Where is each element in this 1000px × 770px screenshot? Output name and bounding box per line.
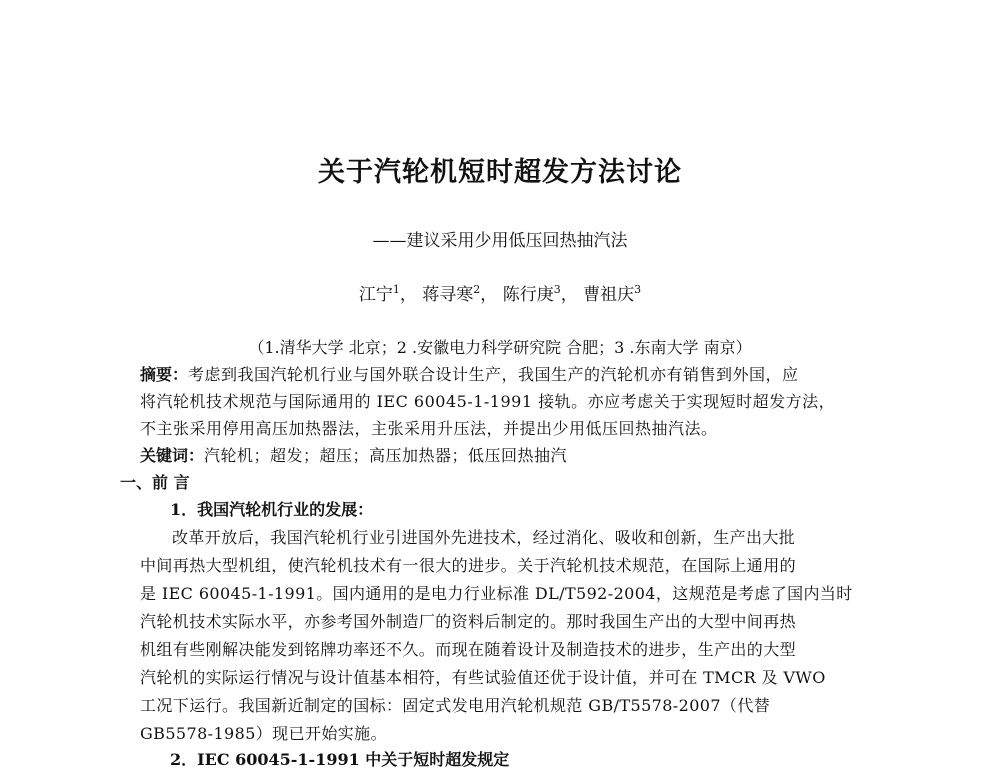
section-heading: 一、前 言 [120,473,190,492]
author-affil-mark: 3 [553,283,561,296]
author-separator: ， [480,285,498,305]
author-list [0,280,1000,305]
author-name: 江宁 [358,285,393,305]
body-text: 是 IEC 60045-1-1991。国内通用的是电力行业标准 DL/T592-2004，这规范是考虑了国内当时 [140,584,853,603]
keywords-label: 关键词： [140,446,205,465]
author-name: 陈行庚 [502,285,554,305]
affiliations: （1.清华大学 北京；2 .安徽电力科学研究院 合肥；3 .东南大学 南京） [248,338,752,357]
abstract-line [140,362,799,385]
author-affil-mark: 3 [634,283,642,296]
body-text: 中间再热大型机组，使汽轮机技术有一很大的进步。关于汽轮机技术规范，在国际上通用的 [140,556,797,575]
body-text: 汽轮机的实际运行情况与设计值基本相符，有些试验值还优于设计值，并可在 TMCR 及 VWO [140,668,826,687]
paper-subtitle: ——建议采用少用低压回热抽汽法 [372,231,628,251]
abstract-label: 摘要： [140,365,189,384]
author-separator: ， [399,285,417,305]
abstract-text: 不主张采用停用高压加热器法，主张采用升压法，并提出少用低压回热抽汽法。 [140,419,718,438]
abstract-text: 将汽轮机技术规范与国际通用的 IEC 60045-1-1991 接轨。亦应考虑关于实现短时超发方法， [140,392,836,411]
author-name: 曹祖庆 [583,285,635,305]
body-text: 改革开放后，我国汽轮机行业引进国外先进技术，经过消化、吸收和创新，生产出大批 [172,528,796,547]
subsection-heading: 1．我国汽轮机行业的发展： [170,500,374,519]
keywords-text: 汽轮机；超发；超压；高压加热器；低压回热抽汽 [204,446,568,465]
keywords-line [140,443,567,466]
body-text: 机组有些刚解决能发到铭牌功率还不久。而现在随着设计及制造技术的进步，生产出的大型 [140,640,797,659]
abstract-text: 考虑到我国汽轮机行业与国外联合设计生产，我国生产的汽轮机亦有销售到外国，应 [188,365,799,384]
author-affil-mark: 1 [392,283,400,296]
author-separator: ， [560,285,578,305]
body-text: 工况下运行。我国新近制定的国标：固定式发电用汽轮机规范 GB/T5578-2007（代替 [140,696,771,715]
body-text: 汽轮机技术实际水平，亦参考国外制造厂的资料后制定的。那时我国生产出的大型中间再热 [140,612,797,631]
author-affil-mark: 2 [473,283,481,296]
subsection-heading: 2．IEC 60045-1-1991 中关于短时超发规定 [170,750,510,769]
paper-title: 关于汽轮机短时超发方法讨论 [318,157,682,188]
author-name: 蒋寻寒 [422,285,474,305]
body-text: GB5578-1985）现已开始实施。 [140,724,387,743]
